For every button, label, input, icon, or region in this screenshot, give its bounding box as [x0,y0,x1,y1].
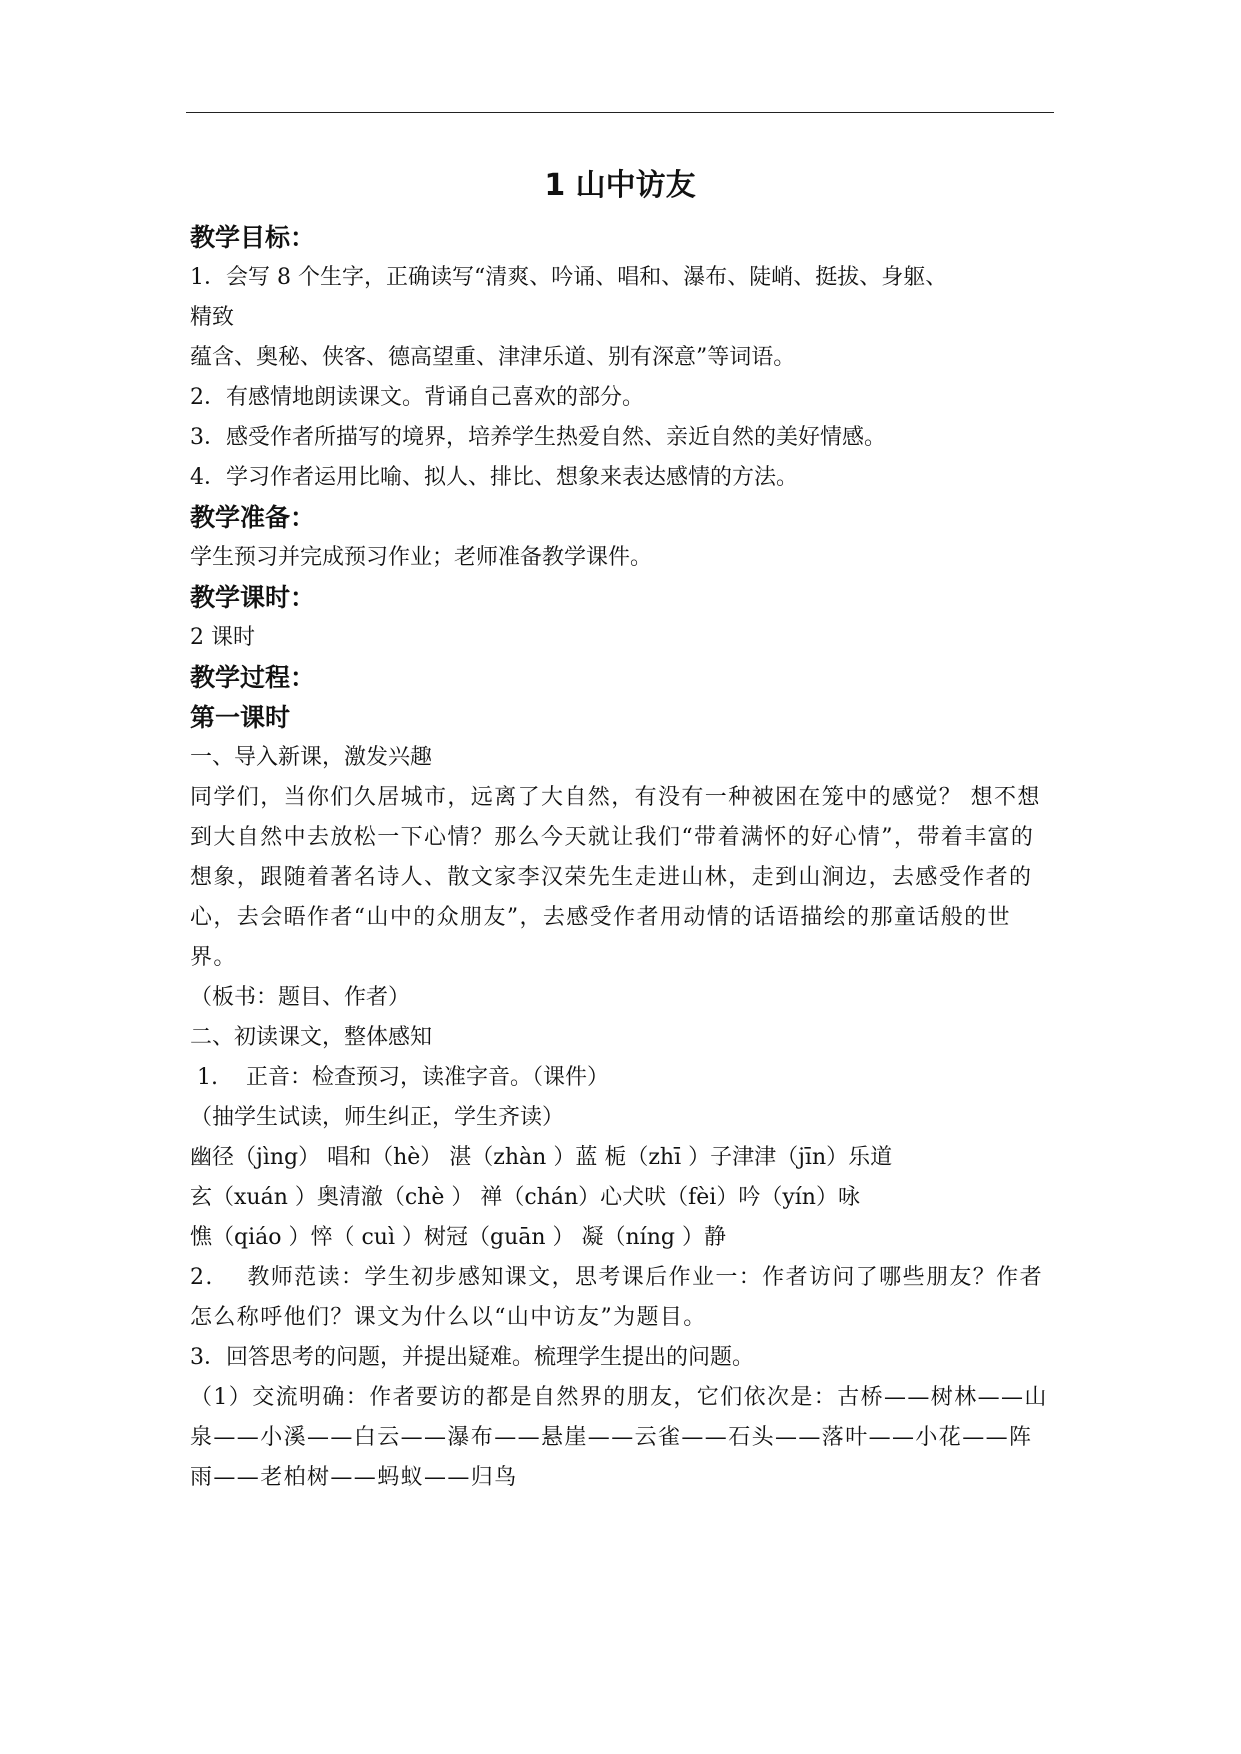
step2-item3: 3．回答思考的问题，并提出疑难。梳理学生提出的问题。 [190,1345,754,1370]
process-heading: 教学过程： [190,663,316,692]
pinyin-line: 憔（qiáo ）悴（ cuì ）树冠（guān ） 凝（níng ）静 [190,1225,726,1250]
prep-text: 学生预习并完成预习作业；老师准备教学课件。 [190,545,653,570]
step2-title: 二、初读课文，整体感知 [190,1025,433,1050]
lesson1-heading: 第一课时 [190,703,291,732]
objective-line: 2．有感情地朗读课文。背诵自己喜欢的部分。 [190,385,644,410]
objective-line: 3．感受作者所描写的境界，培养学生热爱自然、亲近自然的美好情感。 [190,425,886,450]
step2-item2: 2. 教师范读：学生初步感知课文，思考课后作业一：作者访问了哪些朋友？作者怎么称呼他们？课文为什么以“山中访友”为题目。 [190,1265,1043,1330]
step1-paragraph: 同学们，当你们久居城市，远离了大自然，有没有一种被困在笼中的感觉？ 想不想到大自然中去放松一下心情？那么今天就让我们“带着满怀的好心情”，带着丰富的想象，跟随着著名诗人、散文家李汉荣先生走进山林，走到山涧边，去感受作者的心，去会晤作者“山中的众朋友”，去感受作者用动情的话语描绘的那童话般的世界。 [190,785,1041,970]
document-title: 1 山中访友 [544,168,696,203]
hours-text: 2 课时 [190,625,255,650]
step1-title: 一、导入新课，激发兴趣 [190,745,433,770]
document-body [190,160,1050,1498]
step2-item1-note: （抽学生试读，师生纠正，学生齐读） [190,1105,565,1130]
prep-heading: 教学准备： [190,503,316,532]
step2-item1: 1. 正音：检查预习，读准字音。（课件） [190,1065,609,1090]
board-note: （板书：题目、作者） [190,985,411,1010]
step2-item3-sub: （1）交流明确：作者要访的都是自然界的朋友，它们依次是：古桥——树林——山泉——小溪——白云——瀑布——悬崖——云雀——石头——落叶——小花——阵雨——老柏树——蚂蚁——归鸟 [190,1385,1048,1490]
objective-line: 1．会写 8 个生字，正确读写“清爽、吟诵、唱和、瀑布、陡峭、挺拔、身躯、 [190,265,948,290]
objective-line: 4．学习作者运用比喻、拟人、排比、想象来表达感情的方法。 [190,465,798,490]
objectives-heading: 教学目标： [190,223,316,252]
objective-line: 蕴含、奥秘、侠客、德高望重、津津乐道、别有深意”等词语。 [190,345,796,370]
hours-heading: 教学课时： [190,583,316,612]
header-rule [186,112,1054,113]
objective-line: 精致 [190,305,235,330]
pinyin-line: 玄（xuán ）奥清澈（chè ） 禅（chán）心犬吠（fèi）吟（yín）咏 [190,1185,860,1210]
pinyin-line: 幽径（jìng） 唱和（hè） 湛（zhàn ）蓝 栀（zhī ）子津津（jīn）乐道 [190,1145,893,1170]
